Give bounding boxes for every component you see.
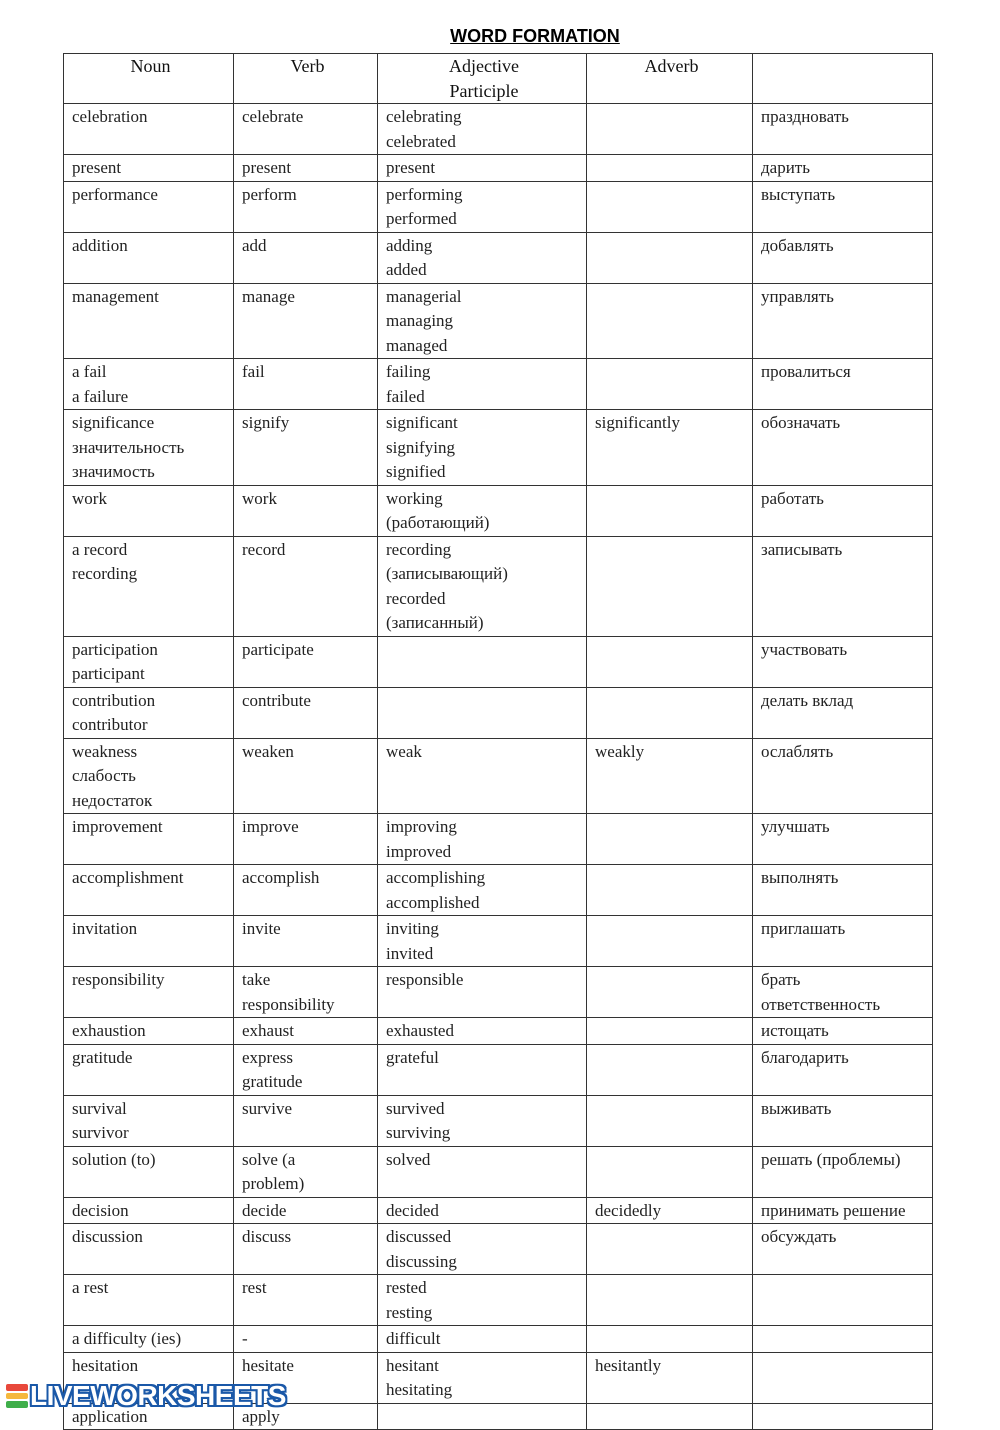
table-row (64, 485, 933, 536)
cell-verb: survive (234, 1095, 378, 1146)
table-row (64, 1095, 933, 1146)
table-row (64, 687, 933, 738)
cell-adverb (587, 155, 753, 182)
cell-verb: accomplish (234, 865, 378, 916)
cell-verb: add (234, 232, 378, 283)
cell-noun: management (64, 283, 234, 359)
cell-adverb (587, 485, 753, 536)
cell-translation: ослаблять (753, 738, 933, 814)
cell-noun: hesitation (64, 1352, 234, 1403)
table-row (64, 1044, 933, 1095)
cell-adverb (587, 814, 753, 865)
cell-translation: дарить (753, 155, 933, 182)
cell-noun: participation participant (64, 636, 234, 687)
cell-adverb: decidedly (587, 1197, 753, 1224)
cell-noun: weakness слабость недостаток (64, 738, 234, 814)
cell-translation: работать (753, 485, 933, 536)
cell-adjective: discussed discussing (378, 1224, 587, 1275)
cell-noun: performance (64, 181, 234, 232)
cell-adjective: hesitant hesitating (378, 1352, 587, 1403)
cell-noun: contribution contributor (64, 687, 234, 738)
cell-translation: участвовать (753, 636, 933, 687)
cell-adverb (587, 232, 753, 283)
page-title: WORD FORMATION (450, 26, 620, 46)
cell-adjective: exhausted (378, 1018, 587, 1045)
cell-noun: a record recording (64, 536, 234, 636)
cell-verb: - (234, 1326, 378, 1353)
cell-noun: invitation (64, 916, 234, 967)
cell-translation: благодарить (753, 1044, 933, 1095)
table-row (64, 738, 933, 814)
cell-noun: work (64, 485, 234, 536)
cell-translation: провалиться (753, 359, 933, 410)
cell-translation: управлять (753, 283, 933, 359)
cell-verb: perform (234, 181, 378, 232)
cell-verb: weaken (234, 738, 378, 814)
table-row (64, 283, 933, 359)
cell-translation: добавлять (753, 232, 933, 283)
table-row (64, 1146, 933, 1197)
cell-translation: брать ответственность (753, 967, 933, 1018)
table-row (64, 1018, 933, 1045)
cell-translation: обозначать (753, 410, 933, 486)
cell-noun: celebration (64, 104, 234, 155)
cell-adjective: managerial managing managed (378, 283, 587, 359)
cell-adjective: grateful (378, 1044, 587, 1095)
table-header (64, 54, 933, 104)
table-row (64, 104, 933, 155)
cell-translation (753, 1352, 933, 1403)
cell-verb: contribute (234, 687, 378, 738)
cell-noun: a rest (64, 1275, 234, 1326)
cell-translation: обсуждать (753, 1224, 933, 1275)
cell-adjective: weak (378, 738, 587, 814)
cell-noun: survival survivor (64, 1095, 234, 1146)
cell-adjective: accomplishing accomplished (378, 865, 587, 916)
cell-noun: discussion (64, 1224, 234, 1275)
cell-translation: улучшать (753, 814, 933, 865)
cell-translation (753, 1275, 933, 1326)
table-row (64, 967, 933, 1018)
cell-adverb: weakly (587, 738, 753, 814)
cell-adverb (587, 1224, 753, 1275)
cell-verb: take responsibility (234, 967, 378, 1018)
header-translation (753, 54, 933, 104)
cell-noun: addition (64, 232, 234, 283)
cell-verb: fail (234, 359, 378, 410)
cell-noun: exhaustion (64, 1018, 234, 1045)
cell-adverb (587, 104, 753, 155)
cell-noun: accomplishment (64, 865, 234, 916)
table-row (64, 636, 933, 687)
table-body (64, 104, 933, 1430)
cell-verb: manage (234, 283, 378, 359)
cell-translation: выживать (753, 1095, 933, 1146)
cell-translation: выступать (753, 181, 933, 232)
cell-adjective: difficult (378, 1326, 587, 1353)
cell-adjective: survived surviving (378, 1095, 587, 1146)
cell-verb: participate (234, 636, 378, 687)
cell-adverb (587, 636, 753, 687)
cell-verb: rest (234, 1275, 378, 1326)
logo-text: LIVEWORKSHEETS (30, 1380, 286, 1411)
cell-adverb (587, 916, 753, 967)
cell-adverb (587, 536, 753, 636)
logo-stripe (6, 1401, 28, 1408)
cell-verb: discuss (234, 1224, 378, 1275)
cell-translation: делать вклад (753, 687, 933, 738)
cell-adverb (587, 687, 753, 738)
cell-translation: праздновать (753, 104, 933, 155)
cell-noun: significance значительность значимость (64, 410, 234, 486)
cell-noun: a fail a failure (64, 359, 234, 410)
cell-adjective (378, 1403, 587, 1430)
cell-verb: work (234, 485, 378, 536)
cell-verb: present (234, 155, 378, 182)
table-row (64, 916, 933, 967)
cell-noun: gratitude (64, 1044, 234, 1095)
cell-verb: decide (234, 1197, 378, 1224)
cell-adjective: significant signifying signified (378, 410, 587, 486)
cell-adverb (587, 359, 753, 410)
header-noun: Noun (64, 54, 234, 104)
cell-adjective (378, 636, 587, 687)
cell-verb: invite (234, 916, 378, 967)
table-row (64, 410, 933, 486)
cell-verb: exhaust (234, 1018, 378, 1045)
table-row (64, 232, 933, 283)
cell-adverb (587, 1018, 753, 1045)
cell-verb: improve (234, 814, 378, 865)
cell-adjective: failing failed (378, 359, 587, 410)
cell-adjective: improving improved (378, 814, 587, 865)
cell-adverb (587, 967, 753, 1018)
cell-adjective: responsible (378, 967, 587, 1018)
cell-translation (753, 1326, 933, 1353)
cell-noun: improvement (64, 814, 234, 865)
cell-adjective (378, 687, 587, 738)
header-row (64, 54, 933, 104)
cell-noun: responsibility (64, 967, 234, 1018)
logo-stripe (6, 1393, 28, 1400)
cell-verb: celebrate (234, 104, 378, 155)
table-row (64, 1275, 933, 1326)
cell-adverb: significantly (587, 410, 753, 486)
cell-adjective: adding added (378, 232, 587, 283)
cell-adjective: decided (378, 1197, 587, 1224)
table-row (64, 814, 933, 865)
cell-noun: decision (64, 1197, 234, 1224)
cell-verb: signify (234, 410, 378, 486)
header-adjective-participle: Adjective Participle (378, 54, 587, 104)
cell-adverb: hesitantly (587, 1352, 753, 1403)
cell-adjective: working (работающий) (378, 485, 587, 536)
cell-translation: приглашать (753, 916, 933, 967)
word-formation-table (63, 53, 933, 1430)
cell-translation: записывать (753, 536, 933, 636)
cell-noun: a difficulty (ies) (64, 1326, 234, 1353)
cell-noun: application (64, 1403, 234, 1430)
cell-adverb (587, 1146, 753, 1197)
cell-adverb (587, 181, 753, 232)
header-verb: Verb (234, 54, 378, 104)
table-row (64, 536, 933, 636)
cell-translation: истощать (753, 1018, 933, 1045)
table-row (64, 1224, 933, 1275)
cell-verb: hesitate (234, 1352, 378, 1403)
table-row (64, 155, 933, 182)
cell-translation: решать (проблемы) (753, 1146, 933, 1197)
cell-adverb (587, 1044, 753, 1095)
cell-adjective: performing performed (378, 181, 587, 232)
cell-adverb (587, 1403, 753, 1430)
cell-adjective: solved (378, 1146, 587, 1197)
cell-verb: apply (234, 1403, 378, 1430)
cell-adverb (587, 283, 753, 359)
cell-adverb (587, 1275, 753, 1326)
cell-translation: выполнять (753, 865, 933, 916)
table-row (64, 865, 933, 916)
cell-adjective: present (378, 155, 587, 182)
table-row (64, 1326, 933, 1353)
table-row (64, 1197, 933, 1224)
cell-translation (753, 1403, 933, 1430)
cell-verb: record (234, 536, 378, 636)
cell-verb: solve (a problem) (234, 1146, 378, 1197)
cell-adjective: inviting invited (378, 916, 587, 967)
table-row (64, 359, 933, 410)
cell-adverb (587, 865, 753, 916)
liveworksheets-logo (6, 1381, 286, 1411)
cell-adverb (587, 1326, 753, 1353)
logo-mark-icon (6, 1383, 28, 1409)
cell-adjective: celebrating celebrated (378, 104, 587, 155)
header-adverb: Adverb (587, 54, 753, 104)
cell-translation: принимать решение (753, 1197, 933, 1224)
cell-noun: present (64, 155, 234, 182)
cell-adverb (587, 1095, 753, 1146)
table-row (64, 181, 933, 232)
cell-adjective: recording (записывающий) recorded (записанный) (378, 536, 587, 636)
logo-stripe (6, 1384, 28, 1391)
cell-noun: solution (to) (64, 1146, 234, 1197)
cell-verb: express gratitude (234, 1044, 378, 1095)
cell-adjective: rested resting (378, 1275, 587, 1326)
